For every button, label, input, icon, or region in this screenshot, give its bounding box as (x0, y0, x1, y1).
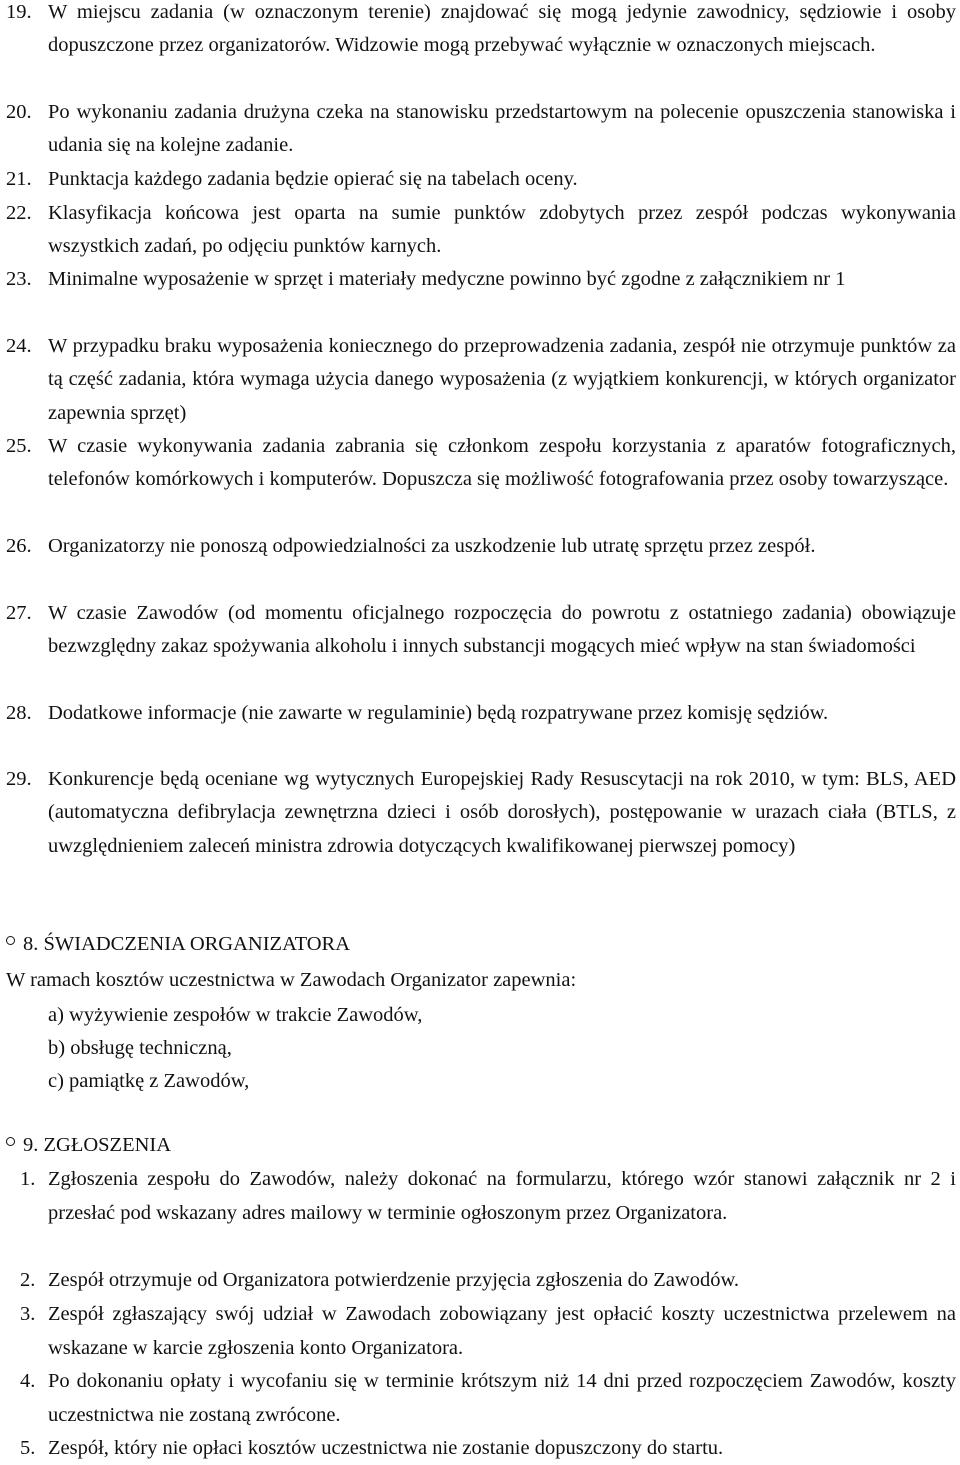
rule-text: Po wykonaniu zadania drużyna czeka na stanowisku przedstartowym na polecenie opuszczenia stanowiska i udania się na kolejne zadanie. (48, 101, 956, 157)
registration-item-5 (20, 1431, 956, 1465)
rule-28 (6, 697, 956, 730)
section-8-heading (6, 929, 350, 959)
rule-text: Organizatorzy nie ponoszą odpowiedzialności za uszkodzenie lub utratę sprzętu przez zespół. (48, 535, 816, 557)
rule-number: 27. (6, 602, 32, 624)
rule-text: Konkurencje będą oceniane wg wytycznych Europejskiej Rady Resuscytacji na rok 2010, w tym: BLS, AED (automatyczna defibrylacja zewnętrzna dzieci i osób dorosłych), postępowanie w urazach ciała (BTLS, z uwzględnieniem zaleceń ministra zdrowia dotyczących kwalifikowanej pierwszej pomocy) (48, 768, 956, 857)
rule-23 (6, 263, 956, 296)
section-8-intro: W ramach kosztów uczestnictwa w Zawodach Organizator zapewnia: (6, 969, 577, 991)
rule-text: Punktacja każdego zadania będzie opierać się na tabelach oceny. (48, 168, 578, 190)
registration-item-2 (20, 1263, 956, 1297)
circle-bullet-icon (6, 1137, 15, 1146)
rule-text: Minimalne wyposażenie w sprzęt i materiały medyczne powinno być zgodne z załącznikiem nr 1 (48, 268, 846, 290)
list-item: a) wyżywienie zespołów w trakcie Zawodów, (48, 1004, 423, 1026)
rule-20 (6, 96, 956, 163)
list-item: b) obsługę techniczną, (48, 1037, 232, 1059)
rule-text: W przypadku braku wyposażenia koniecznego do przeprowadzenia zadania, zespół nie otrzymuje punktów za tą część zadania, która wymaga użycia danego wyposażenia (z wyjątkiem konkurencji, w których organizator zapewnia sprzęt) (48, 335, 956, 424)
rule-22 (6, 197, 956, 264)
circle-bullet-icon (6, 936, 15, 945)
section-9-title: 9. ZGŁOSZENIA (23, 1134, 172, 1156)
rule-number: 21. (6, 168, 32, 190)
rule-number: 22. (6, 202, 32, 224)
registration-item-4 (20, 1364, 956, 1432)
rule-number: 20. (6, 101, 32, 123)
rule-text: W czasie Zawodów (od momentu oficjalnego rozpoczęcia do powrotu z ostatniego zadania) obowiązuje bezwzględny zakaz spożywania alkoholu i innych substancji mogących mieć wpływ na stan świadomości (48, 602, 956, 658)
item-number: 2. (20, 1269, 36, 1291)
rule-21 (6, 163, 956, 196)
rule-27 (6, 597, 956, 664)
rule-number: 28. (6, 702, 32, 724)
list-item: c) pamiątkę z Zawodów, (48, 1070, 250, 1092)
registration-item-1 (20, 1162, 956, 1230)
rule-24 (6, 330, 956, 430)
item-number: 4. (20, 1370, 36, 1392)
rule-19 (6, 0, 956, 63)
item-text: Zespół zgłaszający swój udział w Zawodach zobowiązany jest opłacić koszty uczestnictwa przelewem na wskazane w karcie zgłoszenia konto Organizatora. (48, 1303, 956, 1359)
section-8-title: 8. ŚWIADCZENIA ORGANIZATORA (23, 933, 351, 955)
rule-number: 26. (6, 535, 32, 557)
section-9-heading (6, 1130, 171, 1160)
rule-number: 25. (6, 435, 32, 457)
rule-text: W czasie wykonywania zadania zabrania się członkom zespołu korzystania z aparatów fotograficznych, telefonów komórkowych i komputerów. Dopuszcza się możliwość fotografowania przez osoby towarzyszące. (48, 435, 956, 491)
rule-29 (6, 763, 956, 863)
rule-text: W miejscu zadania (w oznaczonym terenie) znajdować się mogą jedynie zawodnicy, sędziowie i osoby dopuszczone przez organizatorów. Widzowie mogą przebywać wyłącznie w oznaczonych miejscach. (48, 1, 956, 57)
rule-text: Klasyfikacja końcowa jest oparta na sumie punktów zdobytych przez zespół podczas wykonywania wszystkich zadań, po odjęciu punktów karnych. (48, 202, 956, 258)
item-text: Po dokonaniu opłaty i wycofaniu się w terminie krótszym niż 14 dni przed rozpoczęciem Zawodów, koszty uczestnictwa nie zostaną zwrócone. (48, 1370, 956, 1426)
item-text: Zespół otrzymuje od Organizatora potwierdzenie przyjęcia zgłoszenia do Zawodów. (48, 1269, 740, 1291)
rule-number: 29. (6, 768, 32, 790)
item-number: 3. (20, 1303, 36, 1325)
rule-26 (6, 530, 956, 563)
registration-item-3 (20, 1297, 956, 1365)
item-number: 1. (20, 1168, 36, 1190)
item-number: 5. (20, 1437, 36, 1459)
rule-text: Dodatkowe informacje (nie zawarte w regulaminie) będą rozpatrywane przez komisję sędziów. (48, 702, 829, 724)
rule-number: 23. (6, 268, 32, 290)
rule-number: 19. (6, 1, 32, 23)
item-text: Zgłoszenia zespołu do Zawodów, należy dokonać na formularzu, którego wzór stanowi załącznik nr 2 i przesłać pod wskazany adres mailowy w terminie ogłoszonym przez Organizatora. (48, 1168, 956, 1224)
rule-25 (6, 430, 956, 497)
rule-number: 24. (6, 335, 32, 357)
item-text: Zespół, który nie opłaci kosztów uczestnictwa nie zostanie dopuszczony do startu. (48, 1437, 724, 1459)
